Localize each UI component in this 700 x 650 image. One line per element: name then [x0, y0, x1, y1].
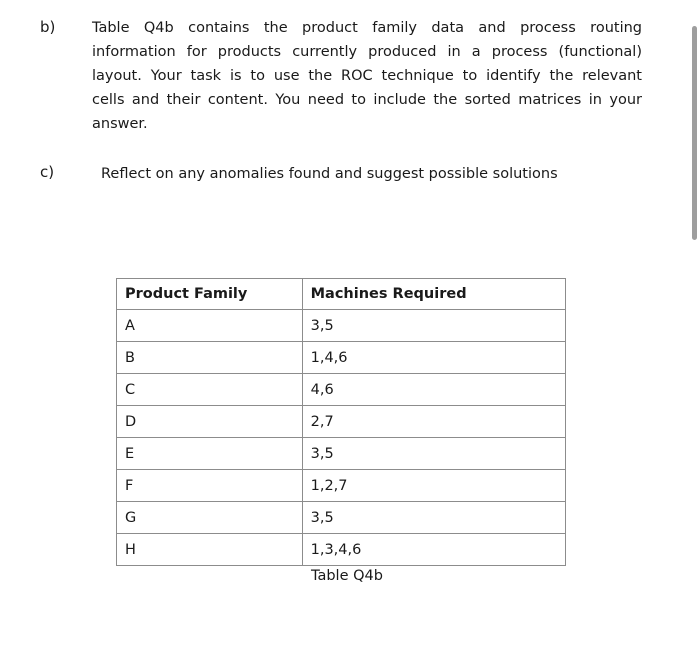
machines-cell: 3,5 [302, 310, 565, 342]
machines-cell: 1,4,6 [302, 342, 565, 374]
question-b-line: information for products currently produced in a process (functional) [92, 44, 642, 60]
scrollbar[interactable] [688, 0, 700, 650]
machines-cell: 3,5 [302, 438, 565, 470]
table-row [117, 470, 566, 502]
table-row [117, 406, 566, 438]
machines-cell: 4,6 [302, 374, 565, 406]
product-family-cell: F [117, 470, 303, 502]
table-row [117, 534, 566, 566]
question-c-text: Reflect on any anomalies found and suggest possible solutions [101, 166, 558, 182]
question-c-label: c) [40, 163, 55, 181]
table-row [117, 310, 566, 342]
scrollbar-thumb[interactable] [692, 26, 697, 240]
product-family-cell: G [117, 502, 303, 534]
question-b-label: b) [40, 18, 56, 36]
table-row [117, 374, 566, 406]
header-product-family: Product Family [117, 279, 303, 310]
machines-cell: 2,7 [302, 406, 565, 438]
product-family-cell: C [117, 374, 303, 406]
product-family-cell: E [117, 438, 303, 470]
question-b-line: layout. Your task is to use the ROC technique to identify the relevant [92, 68, 642, 84]
question-b-line: Table Q4b contains the product family data and process routing [92, 20, 642, 36]
product-family-cell: B [117, 342, 303, 374]
question-b-line: answer. [92, 116, 148, 132]
product-family-cell: A [117, 310, 303, 342]
table-row [117, 502, 566, 534]
table-row [117, 342, 566, 374]
header-machines-required: Machines Required [302, 279, 565, 310]
product-family-cell: D [117, 406, 303, 438]
table-caption: Table Q4b [311, 568, 383, 584]
machines-cell: 1,2,7 [302, 470, 565, 502]
product-family-table [116, 278, 566, 566]
table-header-row [117, 279, 566, 310]
machines-cell: 1,3,4,6 [302, 534, 565, 566]
question-b-line: cells and their content. You need to include the sorted matrices in your [92, 92, 642, 108]
product-family-cell: H [117, 534, 303, 566]
table-row [117, 438, 566, 470]
machines-cell: 3,5 [302, 502, 565, 534]
question-b-text [92, 16, 642, 136]
